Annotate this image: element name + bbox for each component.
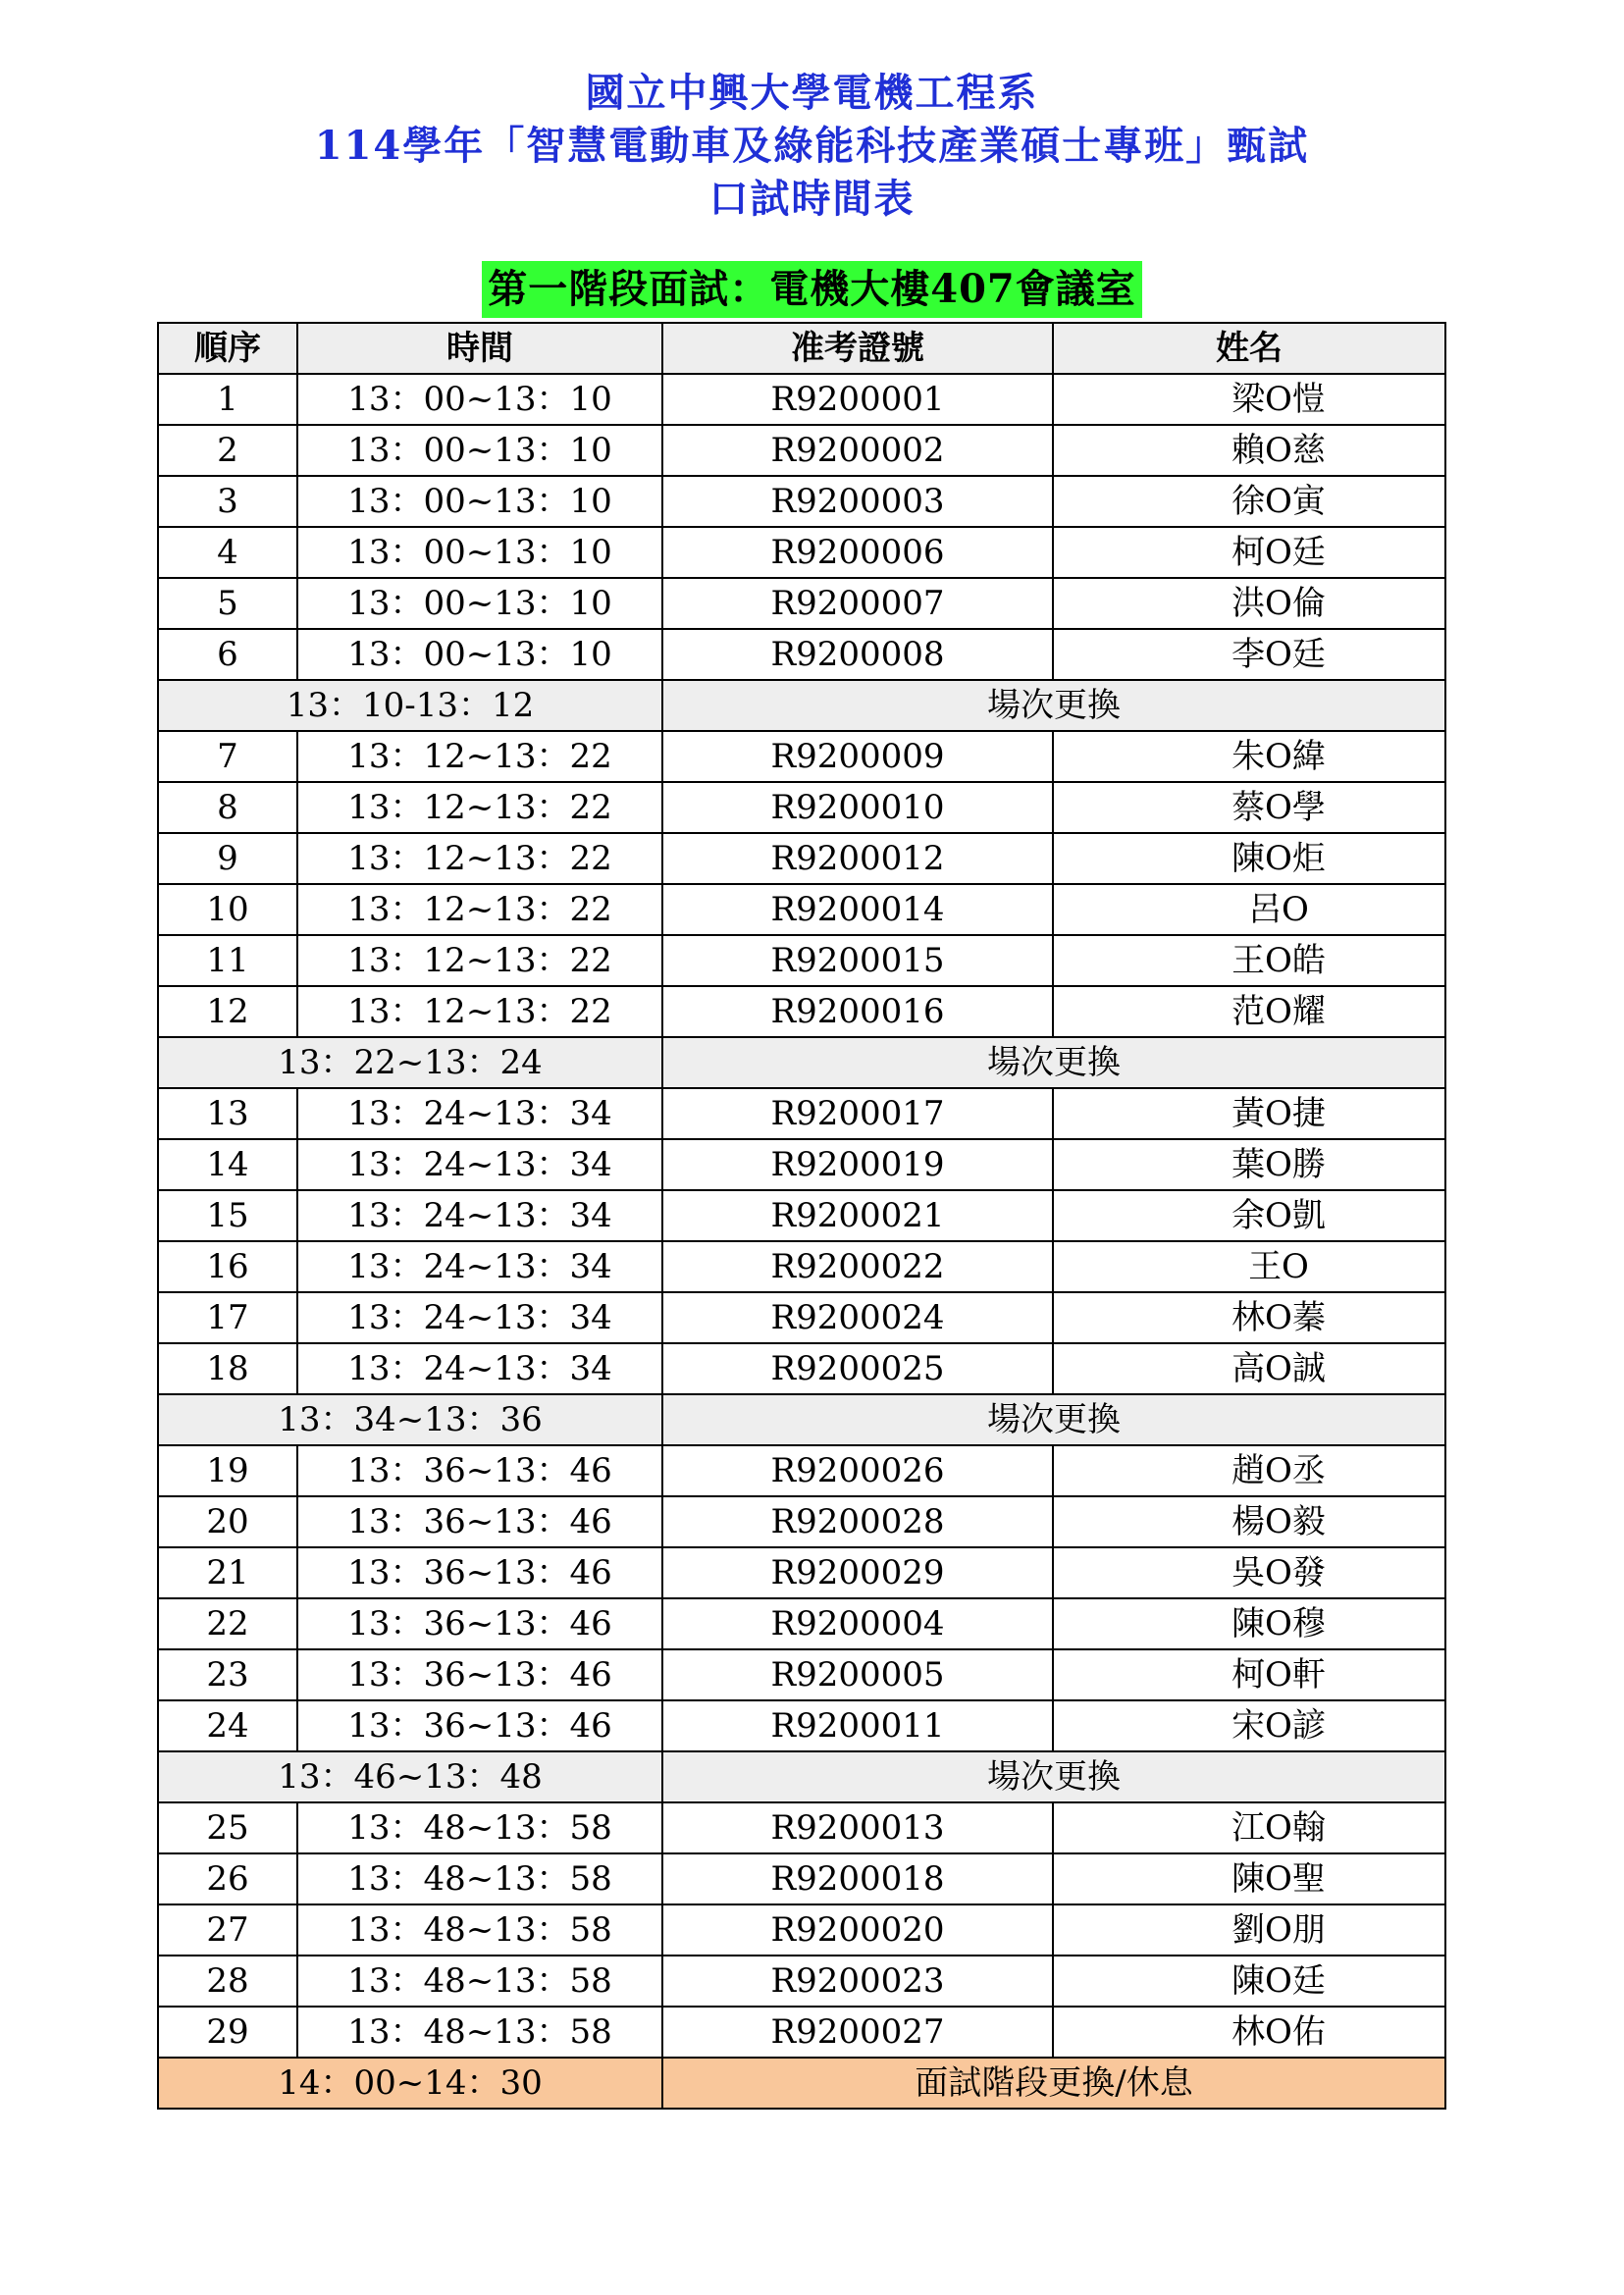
cell-time: 13：36~13：46 — [297, 1496, 662, 1547]
cell-exam-id: R9200021 — [662, 1190, 1053, 1241]
table-row — [158, 1956, 1445, 2007]
column-header-name: 姓名 — [1053, 323, 1445, 374]
cell-name: 賴O慈 — [1053, 425, 1445, 476]
table-row — [158, 986, 1445, 1037]
cell-exam-id: R9200003 — [662, 476, 1053, 527]
cell-exam-id: R9200001 — [662, 374, 1053, 425]
cell-time: 13：24~13：34 — [297, 1292, 662, 1343]
cell-exam-id: R9200014 — [662, 884, 1053, 935]
cell-order: 21 — [158, 1547, 297, 1598]
cell-interval-time: 13：22~13：24 — [158, 1037, 662, 1088]
table-row — [158, 1904, 1445, 1956]
cell-name: 趙O丞 — [1053, 1445, 1445, 1496]
cell-name: 陳O炬 — [1053, 833, 1445, 884]
table-row — [158, 1496, 1445, 1547]
cell-order: 14 — [158, 1139, 297, 1190]
cell-order: 17 — [158, 1292, 297, 1343]
table-row — [158, 1547, 1445, 1598]
cell-time: 13：36~13：46 — [297, 1598, 662, 1649]
cell-order: 22 — [158, 1598, 297, 1649]
cell-order: 28 — [158, 1956, 297, 2007]
table-row — [158, 1598, 1445, 1649]
cell-time: 13：36~13：46 — [297, 1649, 662, 1700]
cell-interval-label: 場次更換 — [662, 1037, 1445, 1088]
cell-time: 13：12~13：22 — [297, 782, 662, 833]
table-row — [158, 425, 1445, 476]
cell-exam-id: R9200019 — [662, 1139, 1053, 1190]
cell-name: 劉O朋 — [1053, 1904, 1445, 1956]
cell-interval-label: 場次更換 — [662, 1394, 1445, 1445]
table-row — [158, 1343, 1445, 1394]
interview-schedule-table — [157, 322, 1446, 2110]
cell-time: 13：00~13：10 — [297, 476, 662, 527]
cell-exam-id: R9200011 — [662, 1700, 1053, 1751]
cell-name: 李O廷 — [1053, 629, 1445, 680]
cell-name: 王O — [1053, 1241, 1445, 1292]
cell-name: 朱O緯 — [1053, 731, 1445, 782]
cell-order: 16 — [158, 1241, 297, 1292]
break-row — [158, 2058, 1445, 2109]
cell-interval-label: 場次更換 — [662, 1751, 1445, 1802]
cell-order: 26 — [158, 1853, 297, 1904]
cell-exam-id: R9200015 — [662, 935, 1053, 986]
cell-interval-time: 14：00~14：30 — [158, 2058, 662, 2109]
cell-time: 13：12~13：22 — [297, 833, 662, 884]
cell-time: 13：48~13：58 — [297, 1956, 662, 2007]
cell-order: 8 — [158, 782, 297, 833]
cell-exam-id: R9200022 — [662, 1241, 1053, 1292]
cell-order: 24 — [158, 1700, 297, 1751]
schedule-title: 口試時間表 — [708, 176, 916, 222]
table-row — [158, 731, 1445, 782]
cell-time: 13：12~13：22 — [297, 731, 662, 782]
cell-time: 13：48~13：58 — [297, 1853, 662, 1904]
cell-exam-id: R9200005 — [662, 1649, 1053, 1700]
cell-order: 1 — [158, 374, 297, 425]
cell-name: 陳O聖 — [1053, 1853, 1445, 1904]
cell-exam-id: R9200016 — [662, 986, 1053, 1037]
cell-name: 洪O倫 — [1053, 578, 1445, 629]
cell-time: 13：36~13：46 — [297, 1700, 662, 1751]
cell-name: 高O誠 — [1053, 1343, 1445, 1394]
cell-name: 宋O諺 — [1053, 1700, 1445, 1751]
cell-name: 余O凱 — [1053, 1190, 1445, 1241]
cell-order: 5 — [158, 578, 297, 629]
table-header-row — [158, 323, 1445, 374]
cell-exam-id: R9200004 — [662, 1598, 1053, 1649]
cell-time: 13：24~13：34 — [297, 1088, 662, 1139]
cell-interval-time: 13：10-13：12 — [158, 680, 662, 731]
cell-name: 范O耀 — [1053, 986, 1445, 1037]
cell-name: 楊O毅 — [1053, 1496, 1445, 1547]
cell-order: 7 — [158, 731, 297, 782]
cell-exam-id: R9200027 — [662, 2007, 1053, 2058]
cell-exam-id: R9200026 — [662, 1445, 1053, 1496]
cell-interval-time: 13：46~13：48 — [158, 1751, 662, 1802]
table-row — [158, 527, 1445, 578]
cell-order: 23 — [158, 1649, 297, 1700]
cell-order: 2 — [158, 425, 297, 476]
cell-exam-id: R9200012 — [662, 833, 1053, 884]
cell-exam-id: R9200002 — [662, 425, 1053, 476]
cell-order: 4 — [158, 527, 297, 578]
cell-order: 15 — [158, 1190, 297, 1241]
cell-exam-id: R9200028 — [662, 1496, 1053, 1547]
cell-exam-id: R9200025 — [662, 1343, 1053, 1394]
table-row — [158, 629, 1445, 680]
cell-time: 13：48~13：58 — [297, 1904, 662, 1956]
session-change-row — [158, 680, 1445, 731]
table-row — [158, 884, 1445, 935]
cell-time: 13：36~13：46 — [297, 1445, 662, 1496]
cell-order: 19 — [158, 1445, 297, 1496]
cell-time: 13：00~13：10 — [297, 374, 662, 425]
table-row — [158, 833, 1445, 884]
cell-order: 12 — [158, 986, 297, 1037]
cell-order: 25 — [158, 1802, 297, 1853]
table-row — [158, 1292, 1445, 1343]
column-header-order: 順序 — [158, 323, 297, 374]
cell-exam-id: R9200007 — [662, 578, 1053, 629]
cell-time: 13：24~13：34 — [297, 1343, 662, 1394]
cell-name: 柯O廷 — [1053, 527, 1445, 578]
cell-name: 徐O寅 — [1053, 476, 1445, 527]
cell-exam-id: R9200009 — [662, 731, 1053, 782]
cell-name: 陳O穆 — [1053, 1598, 1445, 1649]
cell-time: 13：12~13：22 — [297, 986, 662, 1037]
cell-time: 13：24~13：34 — [297, 1190, 662, 1241]
table-row — [158, 782, 1445, 833]
cell-exam-id: R9200006 — [662, 527, 1053, 578]
cell-time: 13：36~13：46 — [297, 1547, 662, 1598]
cell-time: 13：48~13：58 — [297, 2007, 662, 2058]
cell-order: 18 — [158, 1343, 297, 1394]
section-heading-wrap — [0, 261, 1624, 318]
table-row — [158, 1139, 1445, 1190]
cell-order: 3 — [158, 476, 297, 527]
cell-name: 柯O軒 — [1053, 1649, 1445, 1700]
cell-exam-id: R9200029 — [662, 1547, 1053, 1598]
table-row — [158, 374, 1445, 425]
cell-interval-label: 面試階段更換/休息 — [662, 2058, 1445, 2109]
table-row — [158, 1802, 1445, 1853]
table-row — [158, 1445, 1445, 1496]
cell-name: 葉O勝 — [1053, 1139, 1445, 1190]
department-title: 國立中興大學電機工程系 — [585, 70, 1039, 116]
cell-name: 王O皓 — [1053, 935, 1445, 986]
cell-time: 13：12~13：22 — [297, 935, 662, 986]
column-header-time: 時間 — [297, 323, 662, 374]
session-change-row — [158, 1394, 1445, 1445]
cell-time: 13：00~13：10 — [297, 629, 662, 680]
session-change-row — [158, 1037, 1445, 1088]
table-row — [158, 2007, 1445, 2058]
cell-name: 梁O愷 — [1053, 374, 1445, 425]
cell-exam-id: R9200017 — [662, 1088, 1053, 1139]
cell-order: 10 — [158, 884, 297, 935]
program-title: 114學年「智慧電動車及綠能科技產業碩士專班」甄試 — [314, 123, 1310, 169]
cell-name: 林O蓁 — [1053, 1292, 1445, 1343]
cell-time: 13：24~13：34 — [297, 1139, 662, 1190]
cell-time: 13：48~13：58 — [297, 1802, 662, 1853]
table-row — [158, 1853, 1445, 1904]
session-change-row — [158, 1751, 1445, 1802]
table-row — [158, 1241, 1445, 1292]
cell-order: 20 — [158, 1496, 297, 1547]
cell-time: 13：00~13：10 — [297, 578, 662, 629]
section-heading: 第一階段面試：電機大樓407會議室 — [482, 261, 1142, 318]
cell-name: 陳O廷 — [1053, 1956, 1445, 2007]
document-header — [0, 67, 1624, 226]
cell-exam-id: R9200018 — [662, 1853, 1053, 1904]
cell-order: 6 — [158, 629, 297, 680]
cell-exam-id: R9200024 — [662, 1292, 1053, 1343]
cell-interval-time: 13：34~13：36 — [158, 1394, 662, 1445]
cell-name: 蔡O學 — [1053, 782, 1445, 833]
cell-time: 13：12~13：22 — [297, 884, 662, 935]
cell-order: 11 — [158, 935, 297, 986]
cell-interval-label: 場次更換 — [662, 680, 1445, 731]
cell-order: 13 — [158, 1088, 297, 1139]
table-row — [158, 1190, 1445, 1241]
table-row — [158, 1649, 1445, 1700]
cell-order: 29 — [158, 2007, 297, 2058]
table-body — [158, 374, 1445, 2109]
cell-order: 27 — [158, 1904, 297, 1956]
table-row — [158, 476, 1445, 527]
cell-name: 江O翰 — [1053, 1802, 1445, 1853]
cell-name: 吳O發 — [1053, 1547, 1445, 1598]
column-header-exam-id: 准考證號 — [662, 323, 1053, 374]
table-row — [158, 578, 1445, 629]
cell-exam-id: R9200008 — [662, 629, 1053, 680]
cell-exam-id: R9200020 — [662, 1904, 1053, 1956]
cell-exam-id: R9200013 — [662, 1802, 1053, 1853]
cell-name: 林O佑 — [1053, 2007, 1445, 2058]
table-row — [158, 1700, 1445, 1751]
cell-name: 呂O — [1053, 884, 1445, 935]
cell-exam-id: R9200023 — [662, 1956, 1053, 2007]
cell-time: 13：24~13：34 — [297, 1241, 662, 1292]
cell-order: 9 — [158, 833, 297, 884]
cell-name: 黃O捷 — [1053, 1088, 1445, 1139]
cell-exam-id: R9200010 — [662, 782, 1053, 833]
table-row — [158, 935, 1445, 986]
cell-time: 13：00~13：10 — [297, 425, 662, 476]
cell-time: 13：00~13：10 — [297, 527, 662, 578]
table-row — [158, 1088, 1445, 1139]
